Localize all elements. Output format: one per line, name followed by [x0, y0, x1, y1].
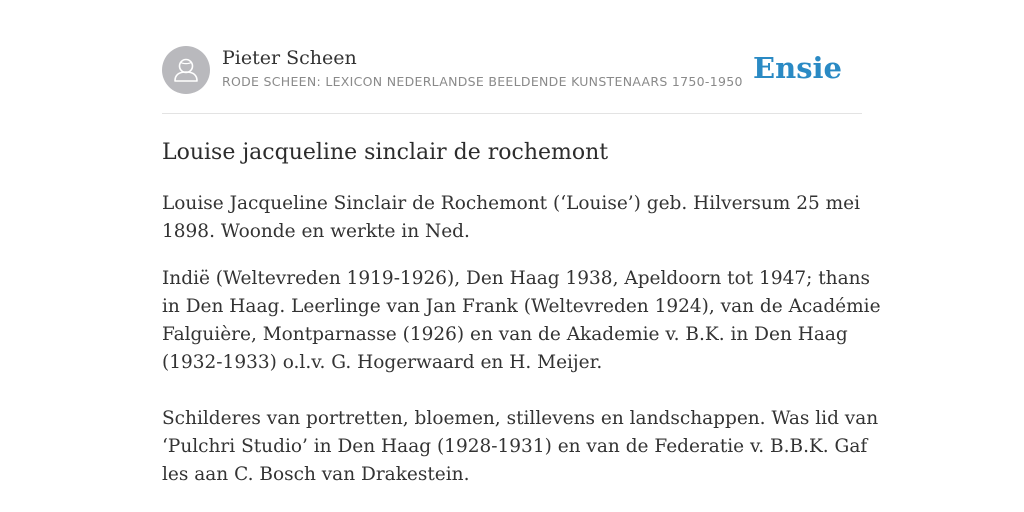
- user-icon: [162, 46, 210, 94]
- header-divider: [162, 113, 862, 114]
- ensie-logo[interactable]: Ensie: [753, 51, 842, 85]
- article-paragraph-2: Indië (Weltevreden 1919-1926), Den Haag 1938, Apeldoorn tot 1947; thans in Den Haag. Leerlinge van Jan Frank (Weltevreden 1924), van de Académie Falguière, Montparnasse (1926) en van de Akademie v. B.K. in Den Haag (1932-1933) o.l.v. G. Hogerwaard en H. Meijer.: [162, 268, 881, 373]
- article-paragraph-3: Schilderes van portretten, bloemen, stillevens en landschappen. Was lid van ‘Pulchri Studio’ in Den Haag (1928-1931) en van de Federatie v. B.B.K. Gaf les aan C. Bosch van Drakestein.: [162, 408, 879, 485]
- author-name[interactable]: Pieter Scheen: [222, 47, 357, 69]
- avatar[interactable]: [162, 46, 210, 94]
- source-title[interactable]: RODE SCHEEN: LEXICON NEDERLANDSE BEELDENDE KUNSTENAARS 1750-1950: [222, 74, 743, 89]
- article-title: Louise jacqueline sinclair de rochemont: [162, 140, 609, 165]
- article-paragraph-1: Louise Jacqueline Sinclair de Rochemont (‘Louise’) geb. Hilversum 25 mei 1898. Woonde en werkte in Ned.: [162, 193, 861, 242]
- header: [162, 46, 862, 96]
